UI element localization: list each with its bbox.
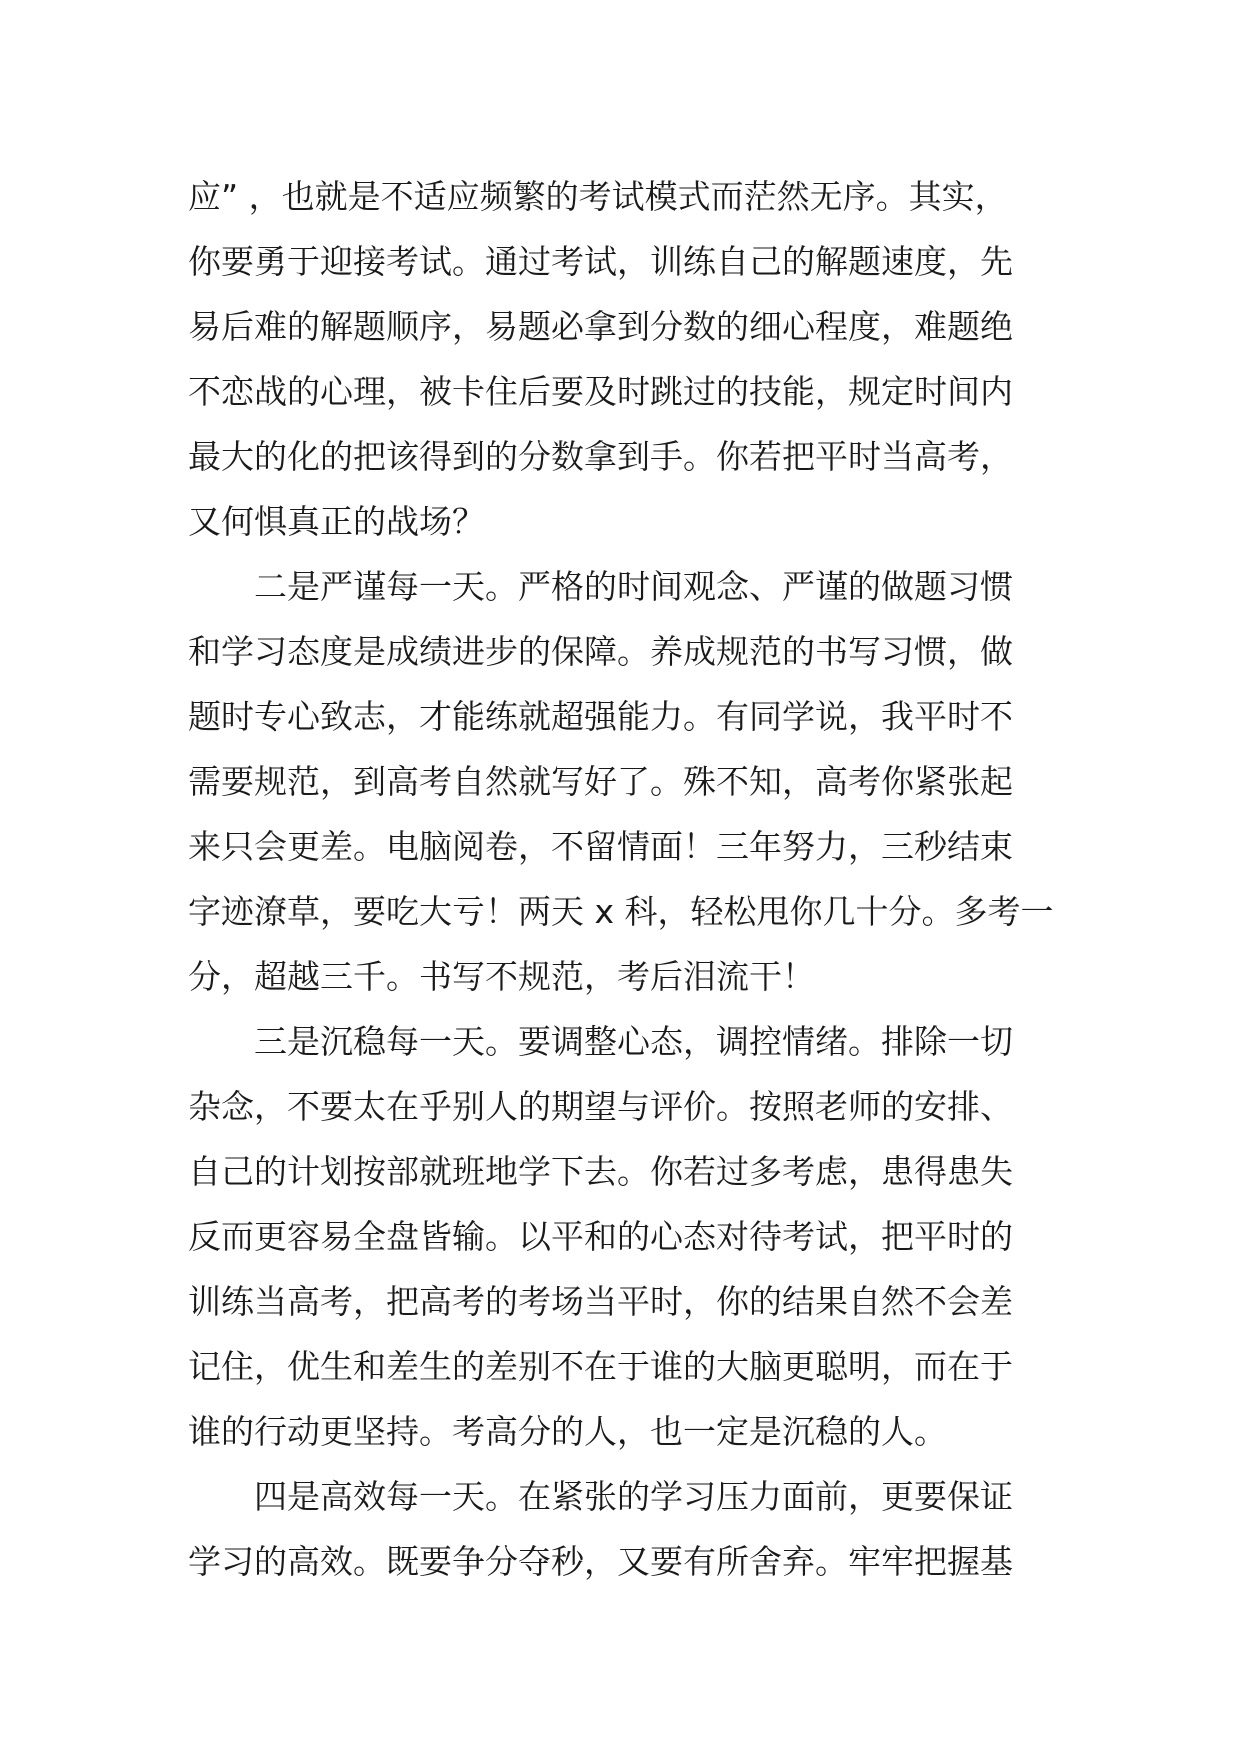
paragraph-start-line: 二是严谨每一天。严格的时间观念、严谨的做题习惯 <box>254 567 1013 606</box>
text-line: 分，超越三千。书写不规范，考后泪流干！ <box>188 957 815 996</box>
text-line: 最大的化的把该得到的分数拿到手。你若把平时当高考， <box>188 437 1013 476</box>
text-line: 易后难的解题顺序，易题必拿到分数的细心程度，难题绝 <box>188 307 1013 346</box>
text-line: 又何惧真正的战场？ <box>188 502 485 541</box>
text-line: 谁的行动更坚持。考高分的人，也一定是沉稳的人。 <box>188 1412 947 1451</box>
text-line: 题时专心致志，才能练就超强能力。有同学说，我平时不 <box>188 697 1013 736</box>
text-line: 来只会更差。电脑阅卷，不留情面！三年努力，三秒结束 <box>188 827 1013 866</box>
text-line: 你要勇于迎接考试。通过考试，训练自己的解题速度，先 <box>188 242 1013 281</box>
text-line: 和学习态度是成绩进步的保障。养成规范的书写习惯，做 <box>188 632 1013 671</box>
text-line: 应” ，也就是不适应频繁的考试模式而茫然无序。其实， <box>188 177 1008 216</box>
text-line: 杂念，不要太在乎别人的期望与评价。按照老师的安排、 <box>188 1087 1013 1126</box>
text-line: 训练当高考，把高考的考场当平时，你的结果自然不会差 <box>188 1282 1013 1321</box>
text-line: 不恋战的心理，被卡住后要及时跳过的技能，规定时间内 <box>188 372 1013 411</box>
text-line: 自己的计划按部就班地学下去。你若过多考虑，患得患失 <box>188 1152 1013 1191</box>
text-line: 记住，优生和差生的差别不在于谁的大脑更聪明，而在于 <box>188 1347 1013 1386</box>
text-line: 反而更容易全盘皆输。以平和的心态对待考试，把平时的 <box>188 1217 1013 1256</box>
paragraph-start-line: 四是高效每一天。在紧张的学习压力面前，更要保证 <box>254 1477 1013 1516</box>
paragraph-start-line: 三是沉稳每一天。要调整心态，调控情绪。排除一切 <box>254 1022 1013 1061</box>
text-line: 学习的高效。既要争分夺秒，又要有所舍弃。牢牢把握基 <box>188 1542 1013 1581</box>
body-text <box>188 164 1058 1594</box>
text-line: 字迹潦草，要吃大亏！两天 x 科，轻松甩你几十分。多考一 <box>188 892 1054 931</box>
text-line: 需要规范，到高考自然就写好了。殊不知，高考你紧张起 <box>188 762 1013 801</box>
